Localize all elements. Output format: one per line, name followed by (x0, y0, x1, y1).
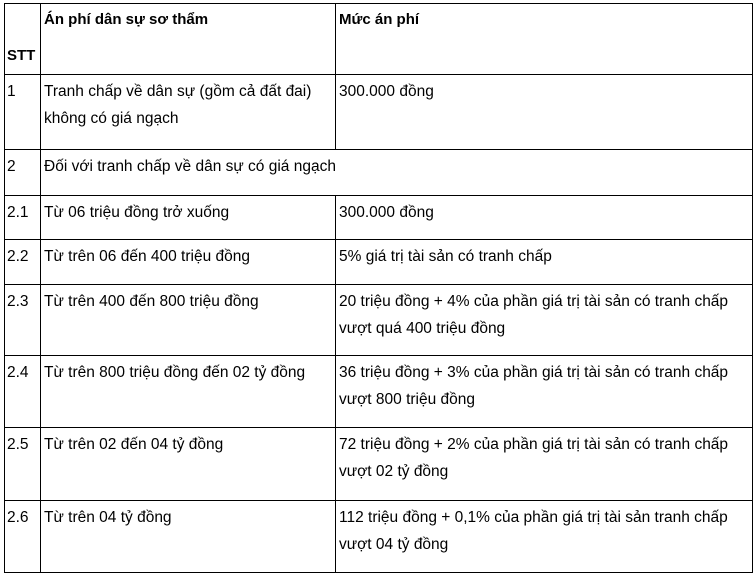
row-stt: 2 (5, 150, 41, 196)
row-stt: 1 (5, 75, 41, 150)
table-row (5, 428, 753, 501)
row-fee-type: Từ trên 400 đến 800 triệu đồng (41, 285, 336, 356)
table-row (5, 356, 753, 428)
table-row (5, 285, 753, 356)
court-fee-table (4, 3, 753, 573)
row-fee-type: Tranh chấp về dân sự (gồm cả đất đai) không có giá ngạch (41, 75, 336, 150)
row-fee-rate: 72 triệu đồng + 2% của phần giá trị tài sản có tranh chấp vượt 02 tỷ đồng (336, 428, 753, 501)
table-row (5, 240, 753, 285)
row-fee-rate: 300.000 đồng (336, 196, 753, 240)
row-fee-rate: 20 triệu đồng + 4% của phần giá trị tài sản có tranh chấp vượt quá 400 triệu đồng (336, 285, 753, 356)
row-stt: 2.4 (5, 356, 41, 428)
row-stt: 2.5 (5, 428, 41, 501)
row-fee-type: Từ trên 02 đến 04 tỷ đồng (41, 428, 336, 501)
row-fee-type: Từ trên 800 triệu đồng đến 02 tỷ đồng (41, 356, 336, 428)
row-stt: 2.1 (5, 196, 41, 240)
table-row (5, 196, 753, 240)
row-stt: 2.3 (5, 285, 41, 356)
header-row (5, 4, 753, 75)
header-fee-rate: Mức án phí (336, 4, 753, 75)
row-fee-rate: 36 triệu đồng + 3% của phần giá trị tài sản có tranh chấp vượt 800 triệu đồng (336, 356, 753, 428)
row-fee-rate: 300.000 đồng (336, 75, 753, 150)
row-fee-rate: 5% giá trị tài sản có tranh chấp (336, 240, 753, 285)
row-fee-rate: 112 triệu đồng + 0,1% của phần giá trị tài sản tranh chấp vượt 04 tỷ đồng (336, 501, 753, 573)
row-fee-type: Đối với tranh chấp về dân sự có giá ngạch (41, 150, 753, 196)
row-fee-type: Từ 06 triệu đồng trở xuống (41, 196, 336, 240)
row-fee-type: Từ trên 06 đến 400 triệu đồng (41, 240, 336, 285)
table-row (5, 75, 753, 150)
row-stt: 2.2 (5, 240, 41, 285)
table-row (5, 501, 753, 573)
row-stt: 2.6 (5, 501, 41, 573)
header-stt: STT (5, 4, 41, 75)
row-fee-type: Từ trên 04 tỷ đồng (41, 501, 336, 573)
table-row (5, 150, 753, 196)
header-fee-type: Án phí dân sự sơ thẩm (41, 4, 336, 75)
